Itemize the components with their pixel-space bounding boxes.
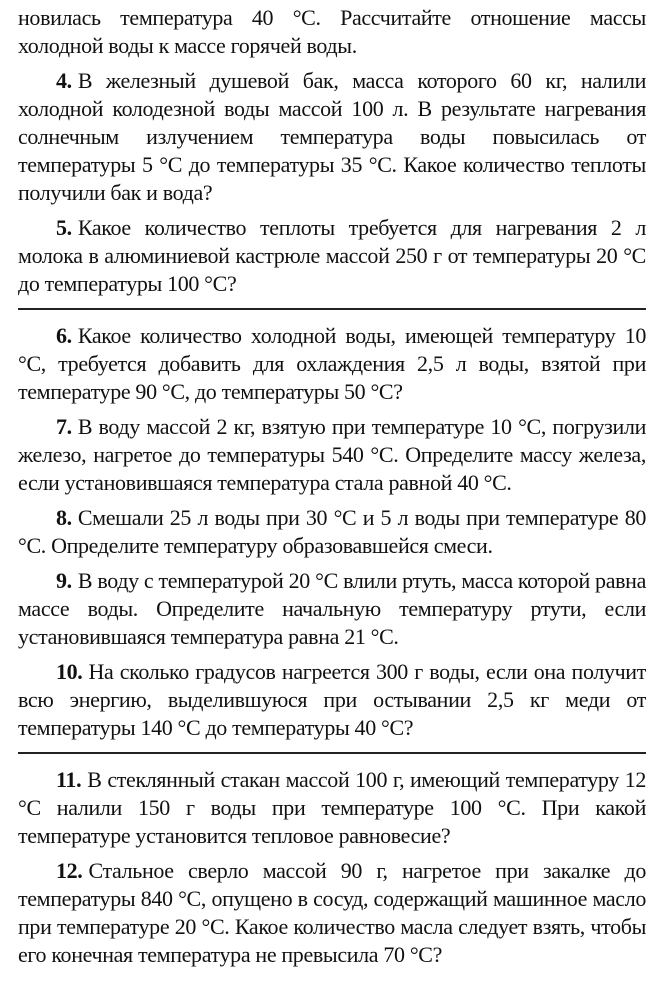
problem-number: 9. <box>56 568 72 593</box>
problem-number: 11. <box>56 767 82 792</box>
problem-12 <box>18 857 646 969</box>
problem-text: На сколько градусов нагреется 300 г воды, если она получит всю энергию, выделившуюся при остывании 2,5 кг меди от температуры 140 °С до температуры 40 °С? <box>18 659 646 740</box>
problem-text: Какое количество холодной воды, имеющей температуру 10 °С, требуется добавить для охлаждения 2,5 л воды, взятой при температуре 90 °С, до температуры 50 °С? <box>18 323 646 404</box>
problem-number: 10. <box>56 659 83 684</box>
problem-text: Какое количество теплоты требуется для нагревания 2 л молока в алюминиевой кастрюле массой 250 г от температуры 20 °С до температуры 100 °С? <box>18 215 646 296</box>
section-divider <box>18 308 646 310</box>
problem-10 <box>18 658 646 742</box>
problem-text: В железный душевой бак, масса которого 60 кг, налили холодной колодезной воды массой 100 л. В результате нагревания солнечным излучением температура воды повысилась от температуры 5 °С до температуры 35 °С. Какое количество теплоты получили бак и вода? <box>18 68 646 205</box>
problem-text: Стальное сверло массой 90 г, нагретое при закалке до температуры 840 °С, опущено в сосуд, содержащий машинное масло при температуре 20 °С. Какое количество масла следует взять, чтобы его конечная температура не превысила 70 °С? <box>18 858 646 967</box>
problem-text: В воду массой 2 кг, взятую при температуре 10 °С, погрузили железо, нагретое до температуры 540 °С. Определите массу железа, если установившаяся температура стала равной 40 °С. <box>18 414 646 495</box>
problem-9 <box>18 567 646 651</box>
problem-4 <box>18 67 646 207</box>
problem-text: Смешали 25 л воды при 30 °С и 5 л воды при температуре 80 °С. Определите температуру образовавшейся смеси. <box>18 505 646 558</box>
problem-11 <box>18 766 646 850</box>
problem-7 <box>18 413 646 497</box>
lead-paragraph: новилась температура 40 °С. Рассчитайте отношение массы холодной воды к массе горячей воды. <box>18 5 646 58</box>
problem-number: 12. <box>56 858 83 883</box>
problem-8 <box>18 504 646 560</box>
problem-5 <box>18 214 646 298</box>
problem-number: 6. <box>56 323 72 348</box>
problem-6 <box>18 322 646 406</box>
problem-text: В стеклянный стакан массой 100 г, имеющий температуру 12 °С налили 150 г воды при температуре 100 °С. При какой температуре установится тепловое равновесие? <box>18 767 646 848</box>
problem-number: 5. <box>56 215 72 240</box>
problem-number: 7. <box>56 414 72 439</box>
problem-number: 4. <box>56 68 72 93</box>
problem-text: В воду с температурой 20 °С влили ртуть, масса которой равна массе воды. Определите начальную температуру ртути, если установившаяся температура равна 21 °С. <box>18 568 646 649</box>
problem-number: 8. <box>56 505 72 530</box>
section-divider <box>18 752 646 754</box>
